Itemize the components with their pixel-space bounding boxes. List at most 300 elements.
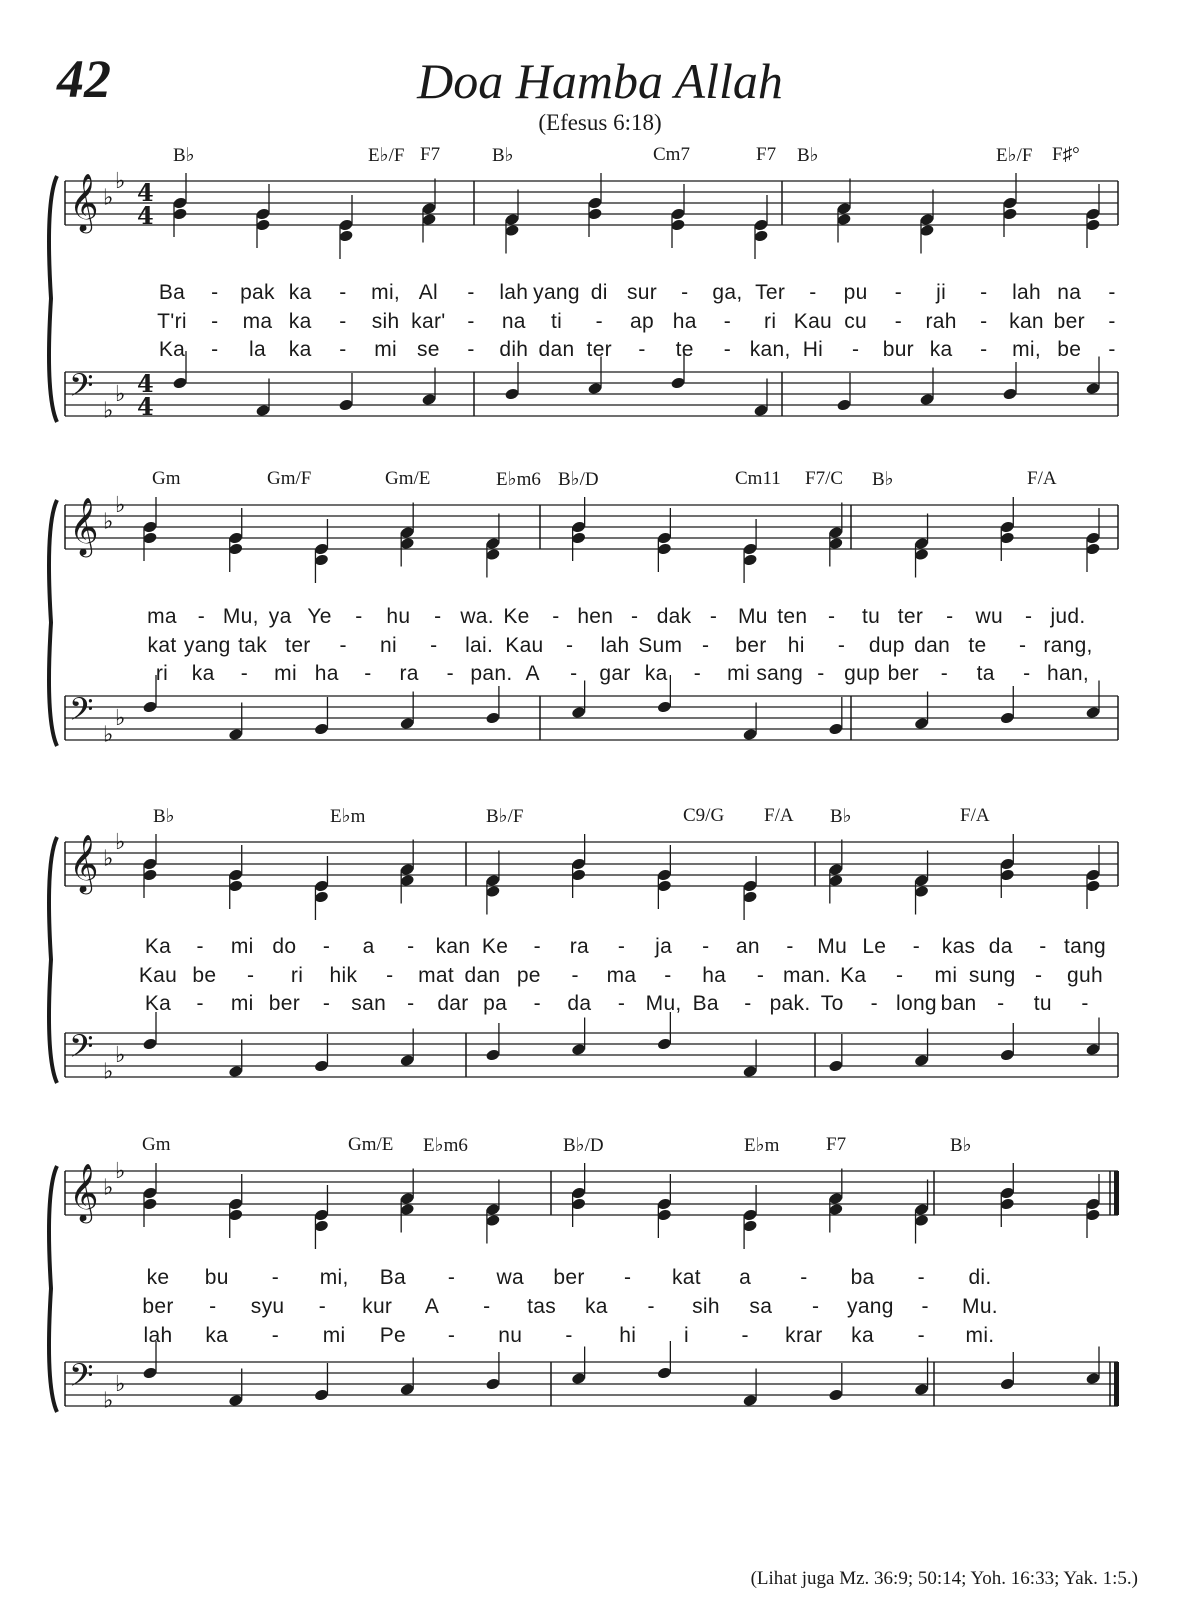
lyric-syllable: jud. <box>1050 605 1086 628</box>
treble-note <box>753 195 768 259</box>
time-signature-top: 4 <box>137 369 154 398</box>
lyric-syllable: an <box>735 935 760 958</box>
bass-note <box>228 1040 243 1079</box>
treble-note <box>657 845 672 909</box>
lyric-syllable: Ke <box>503 605 530 628</box>
lyric-hyphen: - <box>322 992 331 1015</box>
lyric-hyphen: - <box>355 605 363 628</box>
lyric-hyphen: - <box>570 662 578 685</box>
key-flat: ♭ <box>115 706 126 731</box>
bass-staff <box>65 1357 1119 1414</box>
lyric-hyphen: - <box>467 310 475 333</box>
bass-note <box>338 373 353 412</box>
treble-note <box>314 519 329 583</box>
lyric-syllable: mi <box>934 964 958 987</box>
lyric-hyphen: - <box>318 1295 327 1318</box>
time-signature-bottom: 4 <box>137 392 154 421</box>
lyric-syllable: sih <box>371 310 400 333</box>
lyric-syllable: kan <box>1009 310 1044 333</box>
lyric-syllable: pak <box>240 281 275 304</box>
lyric-syllable: lah <box>143 1324 173 1347</box>
lyric-hyphen: - <box>1023 662 1031 685</box>
treble-note <box>399 503 414 567</box>
lyric-syllable: ka <box>191 662 215 685</box>
lyric-hyphen: - <box>894 281 903 304</box>
lyric-syllable: da <box>567 992 592 1015</box>
lyric-hyphen: - <box>895 964 904 987</box>
lyric-hyphen: - <box>980 281 988 304</box>
bass-note <box>314 1034 329 1073</box>
treble-note <box>828 1169 843 1233</box>
lyric-syllable: sung <box>968 964 1016 987</box>
lyric-syllable: lah <box>499 281 529 304</box>
lyric-syllable: tu <box>1033 992 1052 1015</box>
bass-note <box>919 368 934 407</box>
treble-note <box>142 497 157 561</box>
lyric-hyphen: - <box>467 338 475 361</box>
lyric-syllable: Ter <box>755 281 786 304</box>
lyric-syllable: ter <box>586 338 612 361</box>
lyric-syllable: Mu. <box>962 1295 998 1318</box>
lyric-syllable: ra <box>399 662 419 685</box>
lyric-syllable: dan <box>914 634 951 657</box>
lyric-hyphen: - <box>1024 605 1033 628</box>
lyric-hyphen: - <box>209 1295 217 1318</box>
lyric-syllable: ya <box>268 605 292 628</box>
lyric-syllable: Ye <box>307 605 332 628</box>
chord-symbol: B♭ <box>797 145 819 166</box>
bass-note <box>485 686 500 725</box>
chord-symbol: Gm/F <box>267 468 312 489</box>
lyric-hyphen: - <box>467 281 475 304</box>
lyric-syllable: ka <box>851 1324 874 1347</box>
lyric-syllable: Sum <box>638 634 683 657</box>
lyric-hyphen: - <box>997 992 1005 1015</box>
lyric-syllable: ri <box>290 964 304 987</box>
chord-symbol: B♭ <box>153 806 175 827</box>
lyric-syllable: ber <box>887 662 919 685</box>
lyric-hyphen: - <box>571 964 579 987</box>
key-flat: ♭ <box>103 1059 114 1085</box>
chord-symbol: Gm <box>152 468 181 489</box>
lyric-line-verse-3 <box>0 992 1200 1020</box>
lyric-hyphen: - <box>921 1295 929 1318</box>
treble-note <box>1085 508 1100 572</box>
lyric-hyphen: - <box>364 662 372 685</box>
lyric-syllable: tu <box>861 605 881 628</box>
treble-note <box>255 184 270 248</box>
chord-symbol: Gm <box>142 1134 171 1155</box>
bass-note <box>742 1369 757 1408</box>
lyric-hyphen: - <box>786 935 794 958</box>
lyric-syllable: Kau <box>793 310 833 333</box>
lyric-hyphen: - <box>681 281 689 304</box>
lyric-syllable: dan <box>464 964 501 987</box>
lyric-syllable: te <box>675 338 694 361</box>
lyric-hyphen: - <box>851 338 860 361</box>
music-system <box>0 797 1200 1117</box>
lyric-syllable: bu <box>204 1266 229 1289</box>
lyric-syllable: a <box>739 1266 752 1289</box>
lyric-syllable: Kau <box>505 634 544 657</box>
bass-staff <box>65 1028 1118 1085</box>
treble-note <box>142 1163 157 1227</box>
lyric-syllable: ka <box>288 310 312 333</box>
lyric-syllable: ka <box>288 338 312 361</box>
bass-note <box>421 368 436 407</box>
lyric-syllable: wa. <box>460 605 494 628</box>
lyric-hyphen: - <box>566 634 574 657</box>
lyric-syllable: kar' <box>411 310 446 333</box>
lyric-syllable: ter <box>285 634 311 657</box>
lyric-hyphen: - <box>837 634 846 657</box>
lyric-syllable: dak <box>656 605 692 628</box>
lyric-hyphen: - <box>240 662 249 685</box>
lyric-line-verse-1 <box>0 1266 1200 1294</box>
bass-clef: 𝄢 <box>69 1028 94 1072</box>
bass-note <box>314 697 329 736</box>
lyric-syllable: mi, <box>319 1266 349 1289</box>
bass-note <box>914 1029 929 1068</box>
lyric-syllable: dih <box>499 338 529 361</box>
lyric-syllable: hen <box>577 605 614 628</box>
lyric-hyphen: - <box>800 1266 808 1289</box>
lyric-syllable: ji <box>936 281 947 304</box>
lyric-syllable: Ka <box>840 964 867 987</box>
treble-clef: 𝄞 <box>69 834 99 892</box>
lyric-syllable: Ka <box>158 338 186 361</box>
chord-symbol: E♭m <box>744 1135 780 1156</box>
chord-symbol: E♭m6 <box>423 1135 468 1156</box>
lyric-hyphen: - <box>647 1295 655 1318</box>
lyric-hyphen: - <box>664 964 672 987</box>
bass-staff <box>65 691 1118 748</box>
lyric-hyphen: - <box>1034 964 1043 987</box>
treble-note <box>172 173 187 237</box>
treble-note <box>828 503 843 567</box>
lyric-hyphen: - <box>940 662 949 685</box>
treble-note <box>1002 173 1017 237</box>
lyric-syllable: gup <box>844 662 881 685</box>
bass-note <box>836 373 851 412</box>
lyric-syllable: sur <box>626 281 658 304</box>
treble-note <box>919 190 934 254</box>
lyric-hyphen: - <box>1019 634 1027 657</box>
treble-note <box>1085 184 1100 248</box>
lyric-syllable: hik <box>329 964 358 987</box>
lyric-hyphen: - <box>271 1266 280 1289</box>
chord-symbol: F♯° <box>1052 144 1080 165</box>
lyric-syllable: Mu, <box>645 992 682 1015</box>
lyric-syllable: kan, <box>749 338 791 361</box>
lyric-syllable: hi <box>787 634 805 657</box>
treble-note <box>571 497 586 561</box>
lyric-syllable: ri <box>155 662 169 685</box>
lyric-syllable: ka <box>288 281 312 304</box>
lyric-hyphen: - <box>870 992 878 1015</box>
lyric-syllable: Kau <box>138 964 178 987</box>
lyric-syllable: syu <box>250 1295 285 1318</box>
hymn-title: Doa Hamba Allah <box>417 53 783 109</box>
lyric-syllable: mi <box>322 1324 346 1347</box>
lyric-syllable: dan <box>538 338 575 361</box>
treble-note <box>914 851 929 915</box>
treble-clef: 𝄞 <box>69 497 99 555</box>
lyric-syllable: kas <box>941 935 976 958</box>
lyric-syllable: pe <box>516 964 541 987</box>
bass-note <box>255 379 270 418</box>
lyric-syllable: lah <box>600 634 630 657</box>
lyric-syllable: ter <box>897 605 924 628</box>
lyric-syllable: sang <box>756 662 804 685</box>
lyric-syllable: Hi <box>802 338 824 361</box>
chord-symbol: E♭m <box>330 806 366 827</box>
lyric-syllable: hi <box>619 1324 637 1347</box>
lyric-syllable: mi. <box>965 1324 995 1347</box>
chord-symbol: Cm7 <box>653 144 690 165</box>
key-flat: ♭ <box>115 493 126 518</box>
chord-symbol: E♭/F <box>996 145 1033 166</box>
bass-note <box>753 379 768 418</box>
lyric-syllable: do <box>272 935 297 958</box>
bass-note <box>399 1358 414 1397</box>
lyric-syllable: ber <box>1053 310 1085 333</box>
treble-note <box>485 1180 500 1244</box>
lyric-syllable: pa <box>483 992 508 1015</box>
lyric-hyphen: - <box>339 310 347 333</box>
treble-note <box>504 190 519 254</box>
lyric-hyphen: - <box>533 935 541 958</box>
time-signature-bottom: 4 <box>137 201 154 230</box>
lyric-syllable: tas <box>527 1295 557 1318</box>
lyric-syllable: bur <box>882 338 914 361</box>
treble-note <box>228 845 243 909</box>
lyric-syllable: yang <box>847 1295 894 1318</box>
lyric-syllable: ha <box>702 964 727 987</box>
lyric-hyphen: - <box>595 310 603 333</box>
lyric-hyphen: - <box>196 935 204 958</box>
lyric-syllable: la <box>248 338 266 361</box>
lyric-syllable: rah <box>925 310 957 333</box>
lyric-hyphen: - <box>247 964 255 987</box>
lyric-syllable: kat <box>147 634 177 657</box>
lyric-syllable: ber <box>268 992 301 1015</box>
lyric-syllable: pu <box>843 281 868 304</box>
lyric-syllable: wu <box>975 605 1003 628</box>
lyric-syllable: ap <box>630 310 654 333</box>
lyric-hyphen: - <box>1108 281 1116 304</box>
lyric-syllable: dup <box>868 634 905 657</box>
lyric-syllable: da <box>988 935 1013 958</box>
lyric-syllable: rang, <box>1043 634 1093 657</box>
lyric-hyphen: - <box>741 1324 749 1347</box>
lyric-hyphen: - <box>617 935 626 958</box>
chord-symbol: B♭/D <box>563 1135 604 1156</box>
chord-symbol: F7 <box>826 1134 847 1155</box>
lyric-syllable: te <box>968 634 987 657</box>
treble-note <box>485 851 500 915</box>
lyric-hyphen: - <box>447 1266 456 1289</box>
treble-note <box>742 856 757 920</box>
lyric-syllable: sa <box>749 1295 773 1318</box>
lyric-syllable: be <box>1057 338 1082 361</box>
treble-note <box>587 173 602 237</box>
lyric-hyphen: - <box>723 310 732 333</box>
lyric-syllable: na <box>501 310 526 333</box>
chord-symbol: F/A <box>960 805 990 826</box>
lyric-syllable: Al <box>418 281 438 304</box>
lyric-hyphen: - <box>322 935 331 958</box>
music-system <box>0 460 1200 780</box>
chord-symbol: B♭ <box>492 145 514 166</box>
lyric-hyphen: - <box>1039 935 1047 958</box>
lyric-syllable: ha <box>314 662 339 685</box>
treble-note <box>338 195 353 259</box>
time-signature-top: 4 <box>137 178 154 207</box>
chord-symbol: Gm/E <box>348 1134 394 1155</box>
treble-note <box>421 179 436 243</box>
lyric-syllable: Ke <box>481 935 509 958</box>
lyric-syllable: T'ri <box>157 310 187 333</box>
treble-note <box>399 840 414 904</box>
treble-note <box>914 1180 929 1244</box>
lyric-hyphen: - <box>809 281 817 304</box>
bass-note <box>228 703 243 742</box>
treble-note <box>1085 845 1100 909</box>
lyric-hyphen: - <box>709 605 718 628</box>
bass-clef: 𝄢 <box>69 691 94 735</box>
treble-note <box>1085 1174 1100 1238</box>
lyric-syllable: na <box>1057 281 1082 304</box>
lyric-hyphen: - <box>197 605 206 628</box>
bass-clef: 𝄢 <box>69 367 94 411</box>
lyric-hyphen: - <box>827 605 836 628</box>
chord-symbol: F7 <box>756 144 777 165</box>
chord-symbol: B♭/F <box>486 806 524 827</box>
lyric-hyphen: - <box>917 1324 925 1347</box>
lyric-syllable: ka <box>644 662 668 685</box>
bass-note <box>1000 686 1015 725</box>
lyric-syllable: gar <box>599 662 631 685</box>
lyric-syllable: mi <box>727 662 750 685</box>
lyric-syllable: ber <box>735 634 767 657</box>
treble-staff <box>65 830 1118 895</box>
lyric-hyphen: - <box>980 338 988 361</box>
key-flat: ♭ <box>115 1372 126 1397</box>
lyric-syllable: ni <box>380 634 397 657</box>
lyric-syllable: mi <box>274 662 297 685</box>
treble-note <box>485 514 500 578</box>
lyric-syllable: ten <box>777 605 808 628</box>
lyric-hyphen: - <box>407 935 415 958</box>
lyric-hyphen: - <box>552 605 560 628</box>
key-flat: ♭ <box>115 1043 126 1068</box>
chord-symbol: B♭ <box>872 469 894 490</box>
lyric-hyphen: - <box>565 1324 573 1347</box>
lyric-syllable: ban <box>940 992 977 1015</box>
bass-clef: 𝄢 <box>69 1357 94 1401</box>
lyric-hyphen: - <box>811 1295 820 1318</box>
lyric-syllable: di <box>590 281 608 304</box>
lyric-hyphen: - <box>196 992 204 1015</box>
chord-symbol: E♭m6 <box>496 469 541 490</box>
lyric-syllable: mi <box>230 935 254 958</box>
bass-note <box>1085 1347 1100 1386</box>
lyric-syllable: dar <box>437 992 469 1015</box>
treble-note <box>836 179 851 243</box>
chord-symbol: F/A <box>1027 468 1057 489</box>
lyric-syllable: san <box>351 992 387 1015</box>
lyric-hyphen: - <box>339 338 347 361</box>
lyric-syllable: kan <box>435 935 471 958</box>
lyric-syllable: sih <box>692 1295 720 1318</box>
bass-note <box>828 1034 843 1073</box>
lyric-syllable: nu <box>498 1324 523 1347</box>
lyric-line-verse-1 <box>0 935 1200 963</box>
lyric-syllable: ma <box>606 964 637 987</box>
bass-note <box>504 362 519 401</box>
lyric-syllable: lai. <box>465 634 494 657</box>
lyric-hyphen: - <box>386 964 394 987</box>
treble-note <box>142 834 157 898</box>
bass-note <box>228 1369 243 1408</box>
chord-symbol: E♭/F <box>368 145 405 166</box>
bass-note <box>399 692 414 731</box>
key-flat: ♭ <box>103 1175 114 1201</box>
treble-note <box>742 1185 757 1249</box>
lyric-syllable: Ka <box>144 935 172 958</box>
lyric-line-verse-1 <box>0 281 1200 309</box>
key-flat: ♭ <box>103 722 114 748</box>
chord-symbol: F/A <box>764 805 794 826</box>
lyric-hyphen: - <box>447 1324 456 1347</box>
bass-note <box>1085 1018 1100 1057</box>
lyric-hyphen: - <box>946 605 954 628</box>
lyric-syllable: wa <box>496 1266 525 1289</box>
lyric-line-verse-3 <box>0 1324 1200 1352</box>
lyric-hyphen: - <box>407 992 415 1015</box>
lyric-hyphen: - <box>702 935 710 958</box>
hymn-number: 42 <box>57 49 111 109</box>
key-flat: ♭ <box>115 382 126 407</box>
lyric-hyphen: - <box>617 992 626 1015</box>
lyric-syllable: Mu, <box>222 605 259 628</box>
lyric-syllable: man. <box>782 964 831 987</box>
lyric-hyphen: - <box>701 634 710 657</box>
bass-note <box>571 1347 586 1386</box>
lyric-syllable: A <box>525 662 540 685</box>
treble-clef: 𝄞 <box>69 173 99 231</box>
bass-note <box>1002 362 1017 401</box>
lyric-hyphen: - <box>917 1266 925 1289</box>
treble-note <box>742 519 757 583</box>
lyric-hyphen: - <box>624 1266 632 1289</box>
bass-note <box>742 703 757 742</box>
treble-staff <box>65 1159 1119 1224</box>
treble-note <box>571 1163 586 1227</box>
lyric-syllable: ber <box>553 1266 585 1289</box>
bass-staff <box>65 367 1118 424</box>
treble-clef: 𝄞 <box>69 1163 99 1221</box>
lyric-syllable: pan. <box>470 662 513 685</box>
lyric-line-verse-3 <box>0 338 1200 366</box>
lyric-hyphen: - <box>912 935 921 958</box>
lyric-syllable: Le <box>862 935 887 958</box>
key-flat: ♭ <box>115 169 126 194</box>
chord-symbol: B♭ <box>173 145 195 166</box>
lyric-syllable: pak. <box>769 992 811 1015</box>
lyric-hyphen: - <box>271 1324 280 1347</box>
